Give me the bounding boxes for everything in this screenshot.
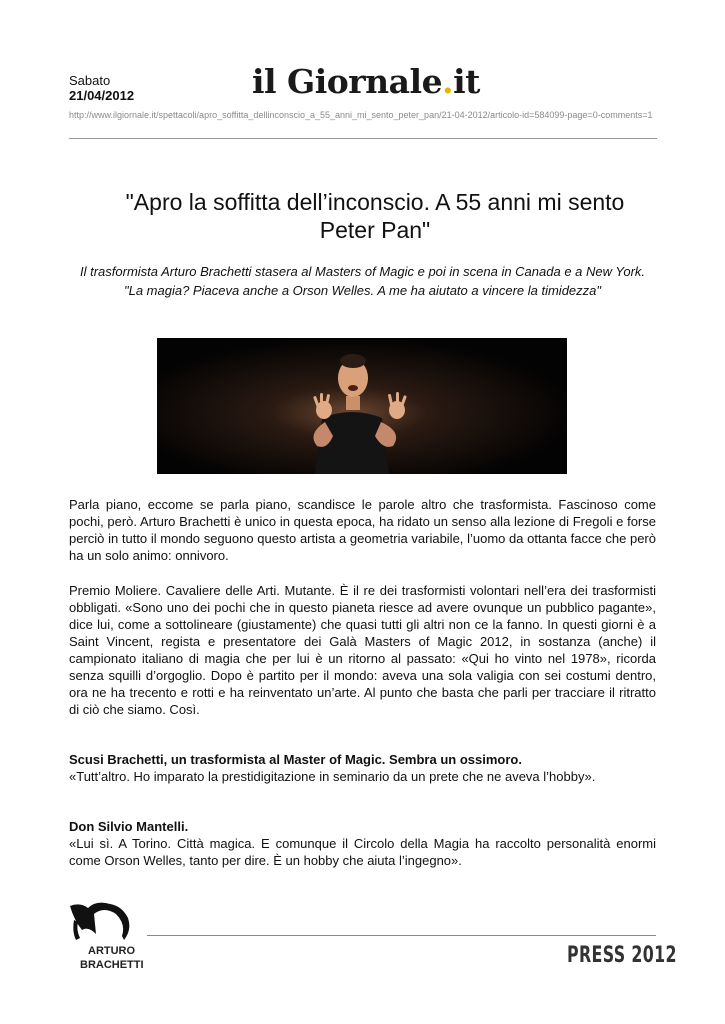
interview-exchange (69, 751, 656, 785)
logo-name: il Giornale (252, 62, 443, 101)
newspaper-logo (252, 62, 480, 104)
interview-answer: «Lui sì. A Torino. Città magica. E comunque il Circolo della Magia ha raccolto personalità enormi come Orson Welles, tanto per dire. È un hobby che aiuta l’ingegno». (69, 836, 656, 868)
arturo-brachetti-logo (66, 900, 144, 976)
article-paragraph: Parla piano, eccome se parla piano, scandisce le parole altro che trasformista. Fascinoso come pochi, però. Arturo Brachetti è unico in questa epoca, ha ridato un senso alla lezione di Fregoli e forse perciò in tutto il mondo seguono questo artista a geometria variabile, l’uomo da ottanta facce che però ha un solo animo: onnivoro. (69, 497, 656, 563)
footer-divider (147, 935, 656, 936)
article-photo (157, 338, 567, 474)
article-paragraph: Premio Moliere. Cavaliere delle Arti. Mutante. È il re dei trasformisti volontari nell’era dei trasformisti obbligati. «Sono uno dei pochi che in questo pianeta riesce ad avere ovunque un pubblico pagante», dice lui, come a sottolineare (giustamente) che quasi tutti gli altri non ce la fanno. In questi giorni è a Saint Vincent, regista e presentatore dei Galà Masters of Magic 2012, in sostanza (anche) il campionato italiano di magia che per lui è un ritorno al passato: «Qui ho vinto nel 1978», ricorda senza squilli d’orgoglio. Dopo è partito per il mondo: aveva una sola valigia con sei costumi dentro, ora ne ha trecento e rotti e ha reinventato un’arte. Al punto che basta che parli per tracciare il ritratto di ciò che siamo. Così. (69, 583, 656, 717)
publication-day: Sabato (69, 73, 111, 88)
publication-date: 21/04/2012 (69, 88, 135, 103)
article-subheadline: Il trasformista Arturo Brachetti stasera al Masters of Magic e poi in scena in Canada e a New York. "La magia? Piaceva anche a Orson Welles. A me ha aiutato a vincere la timidezza" (79, 264, 646, 298)
interview-question: Don Silvio Mantelli. (69, 819, 189, 834)
article-url[interactable]: http://www.ilgiornale.it/spettacoli/apro_soffitta_dellinconscio_a_55_anni_mi_sento_peter_pan/21-04-2012/articolo-id=584099-page=0-comments=1 (69, 110, 653, 120)
logo-dot: . (442, 62, 454, 101)
interview-exchange (69, 818, 656, 869)
logo-text-line1: ARTURO (88, 945, 136, 957)
press-year-label: PRESS 2012 (567, 943, 677, 968)
interview-question: Scusi Brachetti, un trasformista al Master of Magic. Sembra un ossimoro. (69, 752, 522, 767)
header-divider (69, 138, 657, 139)
logo-text-line2: BRACHETTI (80, 959, 144, 971)
interview-answer: «Tutt’altro. Ho imparato la prestidigitazione in seminario da un prete che ne aveva l’hobby». (69, 769, 596, 784)
article-headline: "Apro la soffitta dell’inconscio. A 55 anni mi sento Peter Pan" (125, 189, 625, 243)
logo-tld: it (453, 62, 480, 101)
performer-illustration (157, 338, 567, 474)
